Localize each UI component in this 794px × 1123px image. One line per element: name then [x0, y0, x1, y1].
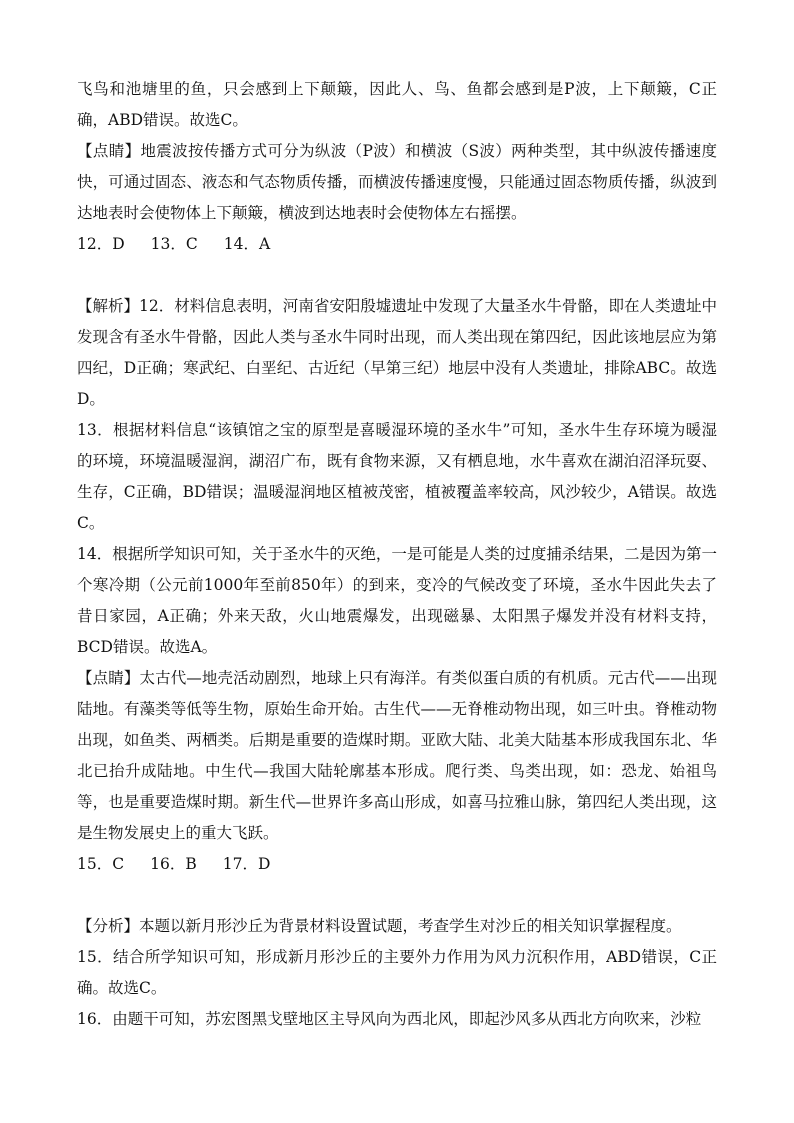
paragraph-analysis-16: 16．由题干可知，苏宏图黑戈壁地区主导风向为西北风，即起沙风多从西北方向吹来，沙粒 [77, 1010, 702, 1028]
paragraph-analysis-14: 14．根据所学知识可知，关于圣水牛的灭绝，一是可能是人类的过度捕杀结果，二是因为第一个寒冷期（公元前1000年至前850年）的到来，变冷的气候改变了环境，圣水牛因此失去了昔日家园，A正确；外来天敌，火山地震爆发，出现磁暴、太阳黑子爆发并没有材料支持，BCD错误。故选A。 [77, 545, 717, 656]
paragraph-analysis-15: 15．结合所学知识可知，形成新月形沙丘的主要外力作用为风力沉积作用，ABD错误，C正确。故选C。 [77, 948, 717, 997]
blank-line [77, 880, 717, 911]
paragraph-tip-seismic-waves: 【点睛】地震波按传播方式可分为纵波（P波）和横波（S波）两种类型，其中纵波传播速度快，可通过固态、液态和气态物质传播，而横波传播速度慢，只能通过固态物质传播，纵波到达地表时会使物体上下颠簸，横波到达地表时会使物体左右摇摆。 [77, 142, 717, 222]
blank-line [77, 260, 717, 291]
answer-13: 13．C [150, 235, 198, 253]
paragraph-tip-geologic-eras: 【点睛】太古代—地壳活动剧烈，地球上只有海洋。有类似蛋白质的有机质。元古代——出现陆地。有藻类等低等生物，原始生命开始。古生代——无脊椎动物出现，如三叶虫。脊椎动物出现，如鱼类、两栖类。后期是重要的造煤时期。亚欧大陆、北美大陆基本形成我国东北、华北已抬升成陆地。中生代—我国大陆轮廓基本形成。爬行类、鸟类出现，如：恐龙、始祖鸟等，也是重要造煤时期。新生代—世界许多高山形成，如喜马拉雅山脉，第四纪人类出现，这是生物发展史上的重大飞跃。 [77, 669, 717, 842]
document-content [77, 74, 717, 1035]
answer-17: 17．D [222, 855, 271, 873]
answer-line-15-17 [77, 849, 717, 880]
answer-14: 14．A [223, 235, 271, 253]
answer-15: 15．C [77, 855, 125, 873]
answer-16: 16．B [150, 855, 197, 873]
answer-12: 12．D [77, 235, 125, 253]
paragraph-p-wave-conclusion: 飞鸟和池塘里的鱼，只会感到上下颠簸，因此人、鸟、鱼都会感到是P波，上下颠簸，C正确，ABD错误。故选C。 [77, 80, 717, 129]
paragraph-analysis-13: 13．根据材料信息“该镇馆之宝的原型是喜暖湿环境的圣水牛”可知，圣水牛生存环境为暖湿的环境，环境温暖湿润，湖沼广布，既有食物来源，又有栖息地，水牛喜欢在湖泊沼泽玩耍、生存，C正确，BD错误；温暖湿润地区植被茂密，植被覆盖率较高，风沙较少，A错误。故选C。 [77, 421, 717, 532]
paragraph-analysis-12: 【解析】12．材料信息表明，河南省安阳殷墟遗址中发现了大量圣水牛骨骼，即在人类遗址中发现含有圣水牛骨骼，因此人类与圣水牛同时出现，而人类出现在第四纪，因此该地层应为第四纪，D正确；寒武纪、白垩纪、古近纪（早第三纪）地层中没有人类遗址，排除ABC。故选D。 [77, 297, 717, 408]
paragraph-analysis-intro: 【分析】本题以新月形沙丘为背景材料设置试题，考查学生对沙丘的相关知识掌握程度。 [77, 917, 682, 935]
answer-line-12-14 [77, 229, 717, 260]
